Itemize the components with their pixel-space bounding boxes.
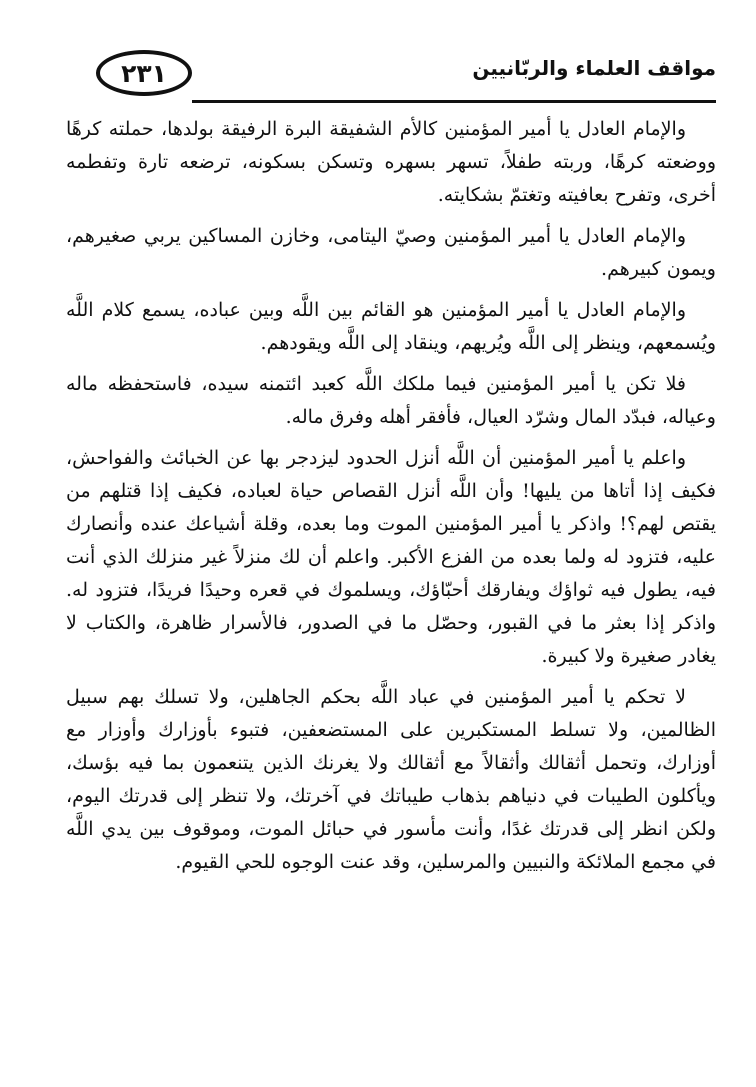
paragraph: والإمام العادل يا أمير المؤمنين كالأم الشفيقة البرة الرفيقة بولدها، حملته كرهًا ووضعته كرهًا، وربته طفلاً، تسهر بسهره وتسكن بسكونه، ترضعه تارة وتفطمه أخرى، وتفرح بعافيته وتغتمّ بشكايته.	[66, 118, 716, 206]
running-title: مواقف العلماء والربّانيين	[472, 56, 716, 80]
paragraph: واعلم يا أمير المؤمنين أن اللَّه أنزل الحدود ليزدجر بها عن الخبائث والفواحش، فكيف إذا أتاها من يليها! وأن اللَّه أنزل القصاص حياة لعباده، فكيف إذا قتلهم من يقتص لهم؟! واذكر يا أمير المؤمنين الموت وما بعده، وقلة أشياعك عنده وأنصارك عليه، فتزود له ولما بعده من الفزع الأكبر. واعلم أن لك منزلاً غير منزلك الذي أنت فيه، يطول فيه ثواؤك ويفارقك أحبّاؤك، ويسلموك في قعره وحيدًا فريدًا، فتزود له. واذكر إذا بعثر ما في القبور، وحصّل ما في الصدور، فالأسرار ظاهرة، والكتاب لا يغادر صغيرة ولا كبيرة.	[66, 447, 716, 667]
paragraph: والإمام العادل يا أمير المؤمنين هو القائم بين اللَّه وبين عباده، يسمع كلام اللَّه ويُسمعهم، وينظر إلى اللَّه ويُريهم، وينقاد إلى اللَّه ويقودهم.	[66, 299, 716, 354]
paragraph: لا تحكم يا أمير المؤمنين في عباد اللَّه بحكم الجاهلين، ولا تسلك بهم سبيل الظالمين، ولا تسلط المستكبرين على المستضعفين، فتبوء بأوزارك وأوزار مع أوزارك، وتحمل أثقالك وأثقالاً مع أثقالك ولا يغرنك الذين يتنعمون بما فيه بؤسك، ويأكلون الطيبات في دنياهم بذهاب طيباتك في آخرتك، ولا تنظر إلى قدرتك اليوم، ولكن انظر إلى قدرتك غدًا، وأنت مأسور في حبائل الموت، وموقوف بين يدي اللَّه في مجمع الملائكة والنبيين والمرسلين، وقد عنت الوجوه للحي القيوم.	[66, 686, 716, 873]
page-header	[96, 46, 716, 102]
page-number: ٢٣١	[96, 50, 192, 96]
page-body	[66, 113, 716, 887]
paragraph: والإمام العادل يا أمير المؤمنين وصيّ اليتامى، وخازن المساكين يربي صغيرهم، ويمون كبيرهم.	[66, 225, 716, 280]
paragraph: فلا تكن يا أمير المؤمنين فيما ملكك اللَّه كعبد ائتمنه سيده، فاستحفظه ماله وعياله، فبدّد المال وشرّد العيال، فأفقر أهله وفرق ماله.	[66, 373, 716, 428]
header-rule	[192, 100, 716, 103]
